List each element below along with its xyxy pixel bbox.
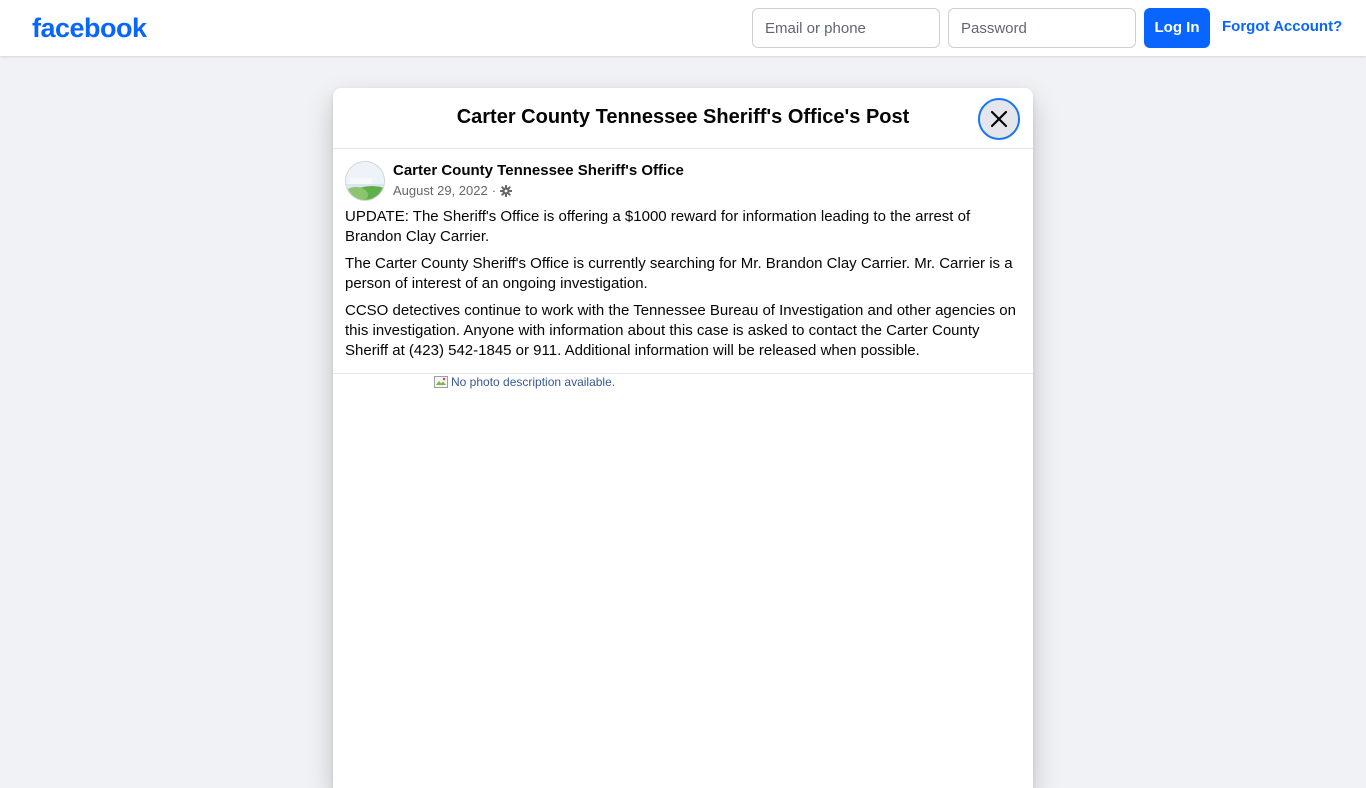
close-button[interactable] <box>978 98 1020 140</box>
post-paragraph: CCSO detectives continue to work with the Tennessee Bureau of Investigation and other agencies on this investigation. Anyone with information about this case is asked to contact the Carter County Sheriff at (423) 542-1845 or 911. Additional information will be released when possible. <box>345 302 1016 359</box>
meta-separator: · <box>491 183 497 198</box>
page-avatar[interactable] <box>345 161 385 201</box>
post-dialog <box>333 88 1033 788</box>
avatar-image <box>346 162 385 201</box>
facebook-logo[interactable]: facebook <box>32 13 147 43</box>
post-paragraph: The Carter County Sheriff's Office is currently searching for Mr. Brandon Clay Carrier. Mr. Carrier is a person of interest of an ongoing investigation. <box>345 255 1013 292</box>
gear-icon <box>500 185 512 197</box>
close-icon <box>989 109 1009 129</box>
post-author[interactable]: Carter County Tennessee Sheriff's Office <box>393 162 684 179</box>
post-date[interactable]: August 29, 2022 <box>393 183 488 198</box>
dialog-header <box>333 88 1033 149</box>
dialog-title: Carter County Tennessee Sheriff's Office's Post <box>456 106 910 128</box>
post-text <box>345 207 1021 368</box>
login-button[interactable]: Log In <box>1144 8 1210 48</box>
broken-image-icon <box>433 374 449 390</box>
image-alt-text: No photo description available. <box>451 375 616 389</box>
password-field[interactable] <box>948 8 1136 48</box>
top-navigation-bar <box>0 0 1366 56</box>
post-photo[interactable] <box>433 374 615 390</box>
email-field[interactable] <box>752 8 940 48</box>
post-paragraph: UPDATE: The Sheriff's Office is offering a $1000 reward for information leading to the arrest of Brandon Clay Carrier. <box>345 208 971 245</box>
post-meta <box>393 183 512 198</box>
forgot-account-link[interactable]: Forgot Account? <box>1222 18 1343 35</box>
